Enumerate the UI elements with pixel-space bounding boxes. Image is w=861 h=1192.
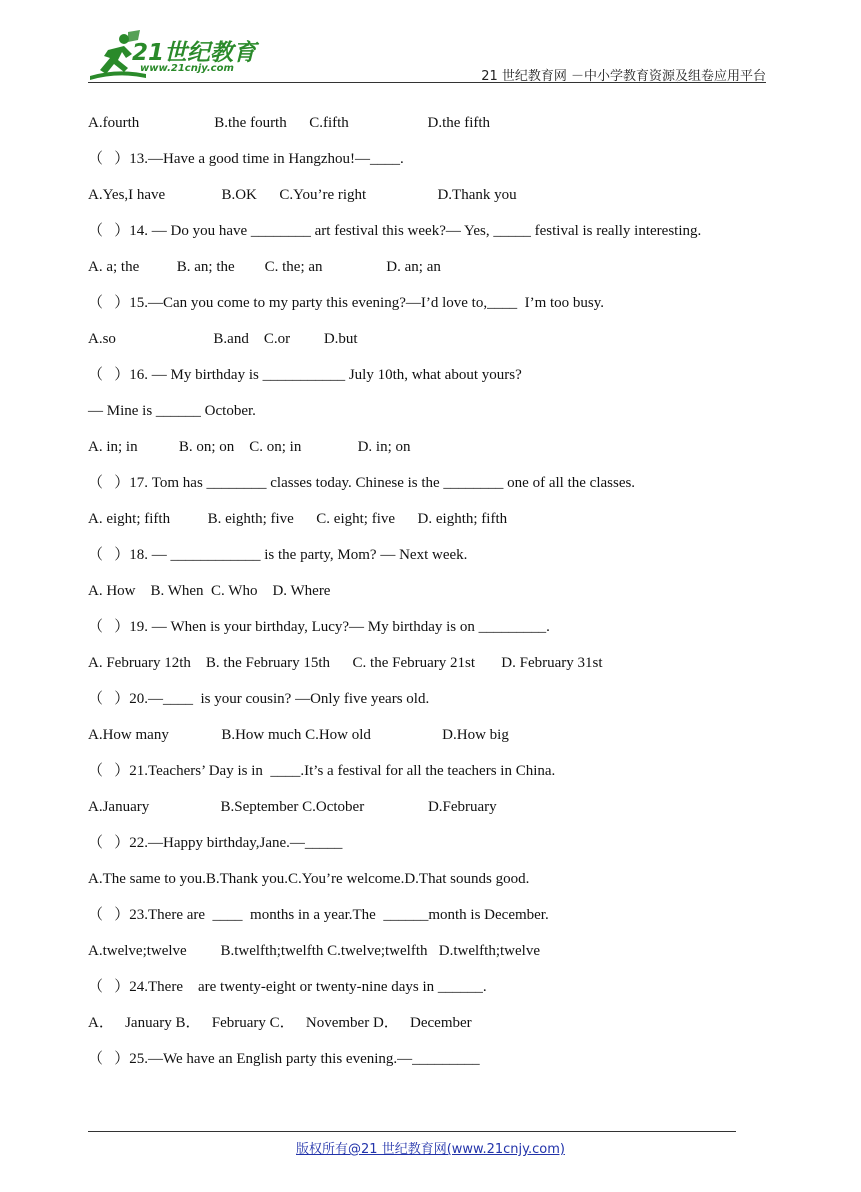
option-line: A. in; in B. on; on C. on; in D. in; on <box>88 439 411 455</box>
footer-copyright-link[interactable]: 版权所有@21 世纪教育网(www.21cnjy.com) <box>296 1142 565 1157</box>
question-line: （ ）21.Teachers’ Day is in ____.It’s a festival for all the teachers in China. <box>88 763 556 779</box>
header-divider <box>88 82 766 83</box>
page-header <box>88 30 766 84</box>
option-line: A.How many B.How much C.How old D.How big <box>88 727 509 743</box>
question-line: （ ）14. — Do you have ________ art festival this week?— Yes, _____ festival is really interesting. <box>88 223 702 239</box>
option-line: A.Yes,I have B.OK C.You’re right D.Thank you <box>88 187 517 203</box>
question-line: （ ）23.There are ____ months in a year.The ______month is December. <box>88 907 549 923</box>
option-line: A.The same to you.B.Thank you.C.You’re welcome.D.That sounds good. <box>88 871 530 887</box>
question-line: （ ）20.—____ is your cousin? —Only five years old. <box>88 691 430 707</box>
question-line: （ ）16. — My birthday is ___________ July 10th, what about yours? <box>88 367 522 383</box>
option-line: A. eight; fifth B. eighth; five C. eight; five D. eighth; fifth <box>88 511 508 527</box>
question-line: （ ）17. Tom has ________ classes today. Chinese is the ________ one of all the classes. <box>88 475 636 491</box>
question-line: — Mine is ______ October. <box>88 403 256 419</box>
option-line: A. February 12th B. the February 15th C. the February 21st D. February 31st <box>88 655 603 671</box>
footer-divider <box>88 1131 736 1132</box>
option-line: A.January B.September C.October D.February <box>88 799 497 815</box>
question-line: （ ）24.There are twenty-eight or twenty-nine days in ______. <box>88 979 487 995</box>
option-line: A.fourth B.the fourth C.fifth D.the fifth <box>88 115 491 131</box>
option-line: A. a; the B. an; the C. the; an D. an; an <box>88 259 441 275</box>
header-site-name: 21 世纪教育网 －中小学教育资源及组卷应用平台 <box>481 69 766 84</box>
option-line: A． January B． February C． November D． December <box>88 1015 472 1031</box>
option-line: A.so B.and C.or D.but <box>88 331 358 347</box>
option-line: A.twelve;twelve B.twelfth;twelfth C.twelve;twelfth D.twelfth;twelve <box>88 943 540 959</box>
question-line: （ ）19. — When is your birthday, Lucy?— My birthday is on _________. <box>88 619 550 635</box>
option-line: A. How B. When C. Who D. Where <box>88 583 331 599</box>
logo-url: www.21cnjy.com <box>140 63 234 74</box>
question-line: （ ）15.—Can you come to my party this evening?—I’d love to,____ I’m too busy. <box>88 295 605 311</box>
question-line: （ ）13.—Have a good time in Hangzhou!—____. <box>88 151 404 167</box>
question-line: （ ）25.—We have an English party this evening.—_________ <box>88 1051 480 1067</box>
logo <box>88 30 268 82</box>
logo-text: 21世纪教育 <box>132 40 257 66</box>
question-line: （ ）22.—Happy birthday,Jane.—_____ <box>88 835 343 851</box>
question-line: （ ）18. — ____________ is the party, Mom? — Next week. <box>88 547 468 563</box>
